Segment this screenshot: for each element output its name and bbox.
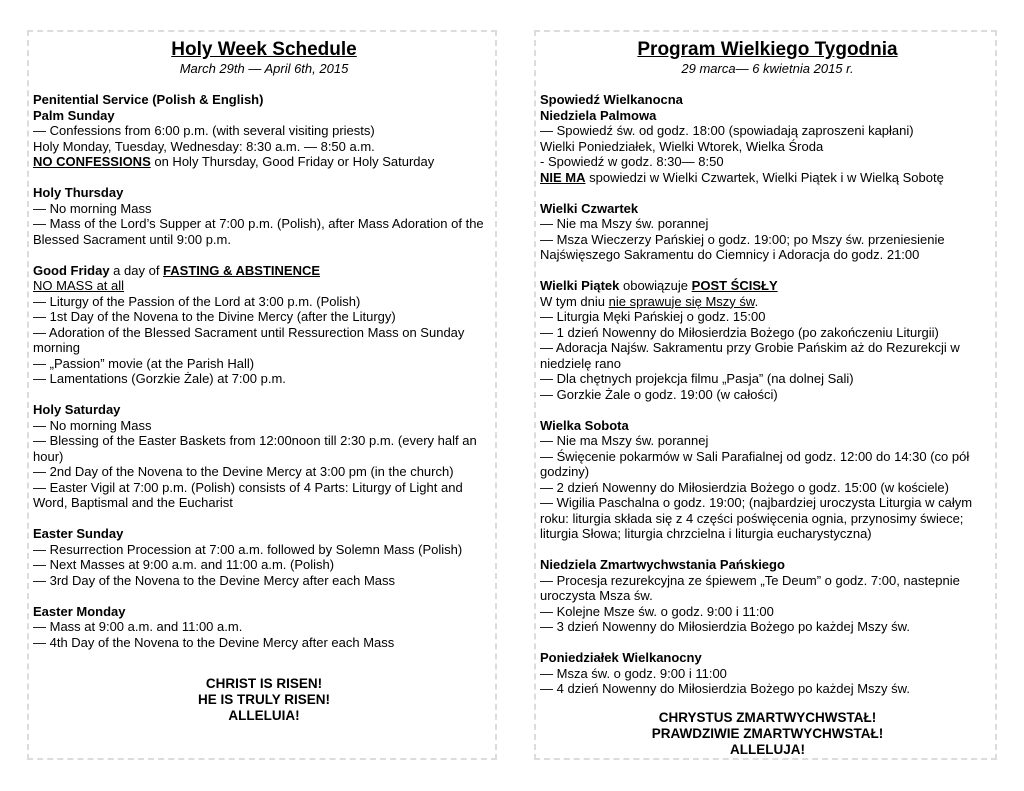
closing-line: ALLELUJA! bbox=[730, 742, 805, 757]
schedule-line bbox=[33, 557, 495, 573]
text-run: Palm Sunday bbox=[33, 107, 115, 123]
section-heading bbox=[33, 263, 495, 279]
schedule-section bbox=[33, 402, 495, 511]
schedule-section bbox=[540, 418, 995, 542]
schedule-section bbox=[540, 278, 995, 402]
text-run: — Adoracja Najśw. Sakramentu przy Grobie Pańskim aż do Rezurekcji w niedzielę rano bbox=[540, 340, 960, 371]
text-run: Niedziela Palmowa bbox=[540, 107, 657, 123]
text-run: Wielki Poniedziałek, Wielki Wtorek, Wielka Środa bbox=[540, 138, 824, 154]
schedule-line bbox=[33, 542, 495, 558]
schedule-line bbox=[540, 325, 995, 341]
schedule-line bbox=[540, 449, 995, 480]
section-heading bbox=[540, 557, 995, 573]
text-run: — Święcenie pokarmów w Sali Parafialnej od godz. 12:00 do 14:30 (co pół godziny) bbox=[540, 448, 970, 479]
schedule-section bbox=[540, 92, 995, 185]
text-run: Holy Monday, Tuesday, Wednesday: 8:30 a.m. — 8:50 a.m. bbox=[33, 138, 375, 154]
schedule-line bbox=[33, 619, 495, 635]
schedule-line bbox=[33, 433, 495, 464]
schedule-line bbox=[33, 371, 495, 387]
schedule-line bbox=[33, 139, 495, 155]
schedule-line bbox=[33, 108, 495, 124]
section-heading bbox=[540, 650, 995, 666]
text-run: a day of bbox=[109, 262, 164, 278]
text-run: — Msza Wieczerzy Pańskiej o godz. 19:00; po Mszy św. przeniesienie Najświęszego Sakramentu do Ciemnicy i Adoracja do godz. 21:00 bbox=[540, 231, 945, 262]
schedule-line bbox=[540, 480, 995, 496]
english-schedule-panel bbox=[27, 30, 497, 760]
schedule-section bbox=[33, 604, 495, 651]
text-run: — Gorzkie Żale o godz. 19:00 (w całości) bbox=[540, 386, 778, 402]
schedule-section bbox=[540, 557, 995, 635]
text-run: Easter Monday bbox=[33, 603, 126, 619]
text-run: — Next Masses at 9:00 a.m. and 11:00 a.m. (Polish) bbox=[33, 557, 335, 572]
section-heading bbox=[540, 278, 995, 294]
text-run: — Spowiedź św. od godz. 18:00 (spowiadają zaproszeni kapłani) bbox=[540, 123, 914, 138]
text-run: Easter Sunday bbox=[33, 526, 124, 541]
date-range: 29 marca— 6 kwietnia 2015 r. bbox=[681, 61, 854, 76]
schedule-line bbox=[33, 294, 495, 310]
text-run: W tym dniu bbox=[540, 293, 609, 309]
schedule-line bbox=[33, 418, 495, 434]
schedule-line bbox=[540, 216, 995, 232]
schedule-line bbox=[33, 635, 495, 651]
schedule-line bbox=[540, 170, 995, 186]
schedule-line bbox=[540, 495, 995, 542]
text-run: — Msza św. o godz. 9:00 i 11:00 bbox=[540, 665, 727, 681]
text-run: - Spowiedź w godz. 8:30— 8:50 bbox=[540, 154, 724, 169]
schedule-line bbox=[540, 154, 995, 170]
text-run: Penitential Service (Polish & English) bbox=[33, 92, 264, 107]
text-run: POST ŚCISŁY bbox=[691, 278, 778, 293]
schedule-line bbox=[540, 294, 995, 310]
text-run: FASTING & ABSTINENCE bbox=[163, 262, 321, 278]
text-run: Spowiedź Wielkanocna bbox=[540, 92, 683, 107]
schedule-line bbox=[540, 123, 995, 139]
section-heading bbox=[33, 604, 495, 620]
text-run: — Dla chętnych projekcja filmu „Pasja” (na dolnej Sali) bbox=[540, 371, 854, 386]
schedule-section bbox=[33, 263, 495, 387]
schedule-section bbox=[33, 92, 495, 170]
text-run: Poniedziałek Wielkanocny bbox=[540, 650, 702, 665]
text-run: — Resurrection Procession at 7:00 a.m. followed by Solemn Mass (Polish) bbox=[33, 541, 463, 557]
text-run: — Liturgy of the Passion of the Lord at 3:00 p.m. (Polish) bbox=[33, 293, 361, 309]
closing-line: HE IS TRULY RISEN! bbox=[197, 692, 331, 707]
schedule-line bbox=[540, 666, 995, 682]
schedule-line bbox=[33, 464, 495, 480]
text-run: — 2 dzień Nowenny do Miłosierdzia Bożego o godz. 15:00 (w kościele) bbox=[540, 479, 949, 495]
schedule-line bbox=[540, 232, 995, 263]
text-run: Holy Saturday bbox=[33, 402, 121, 417]
text-run: — 4 dzień Nowenny do Miłosierdzia Bożego po każdej Mszy św. bbox=[540, 681, 910, 696]
schedule-line bbox=[33, 309, 495, 325]
text-run: — 3 dzień Nowenny do Miłosierdzia Bożego po każdej Mszy św. bbox=[540, 619, 910, 634]
section-heading bbox=[540, 92, 995, 108]
text-run: — Nie ma Mszy św. porannej bbox=[540, 216, 709, 231]
schedule-line bbox=[540, 573, 995, 604]
text-run: — Kolejne Msze św. o godz. 9:00 i 11:00 bbox=[540, 603, 774, 619]
text-run: — No morning Mass bbox=[33, 200, 152, 216]
closing-line: CHRIST IS RISEN! bbox=[205, 676, 323, 691]
text-run: NIE MA bbox=[540, 169, 586, 185]
section-heading bbox=[33, 526, 495, 542]
text-run: — Procesja rezurekcyjna ze śpiewem „Te Deum” o godz. 7:00, nastepnie uroczysta Msza św. bbox=[540, 572, 960, 603]
text-run: Holy Thursday bbox=[33, 185, 124, 200]
schedule-line bbox=[33, 154, 495, 170]
schedule-line bbox=[540, 604, 995, 620]
text-run: — 2nd Day of the Novena to the Devine Mercy at 3:00 pm (in the church) bbox=[33, 464, 454, 479]
page-title: Holy Week Schedule bbox=[171, 39, 357, 60]
schedule-line bbox=[540, 340, 995, 371]
text-run: — 3rd Day of the Novena to the Devine Mercy after each Mass bbox=[33, 572, 396, 588]
text-run: — Confessions from 6:00 p.m. (with several visiting priests) bbox=[33, 123, 375, 138]
schedule-line bbox=[540, 619, 995, 635]
schedule-line bbox=[540, 139, 995, 155]
polish-schedule-panel bbox=[534, 30, 997, 760]
closing-line: PRAWDZIWIE ZMARTWYCHWSTAŁ! bbox=[651, 726, 884, 741]
text-run: NO MASS at all bbox=[33, 278, 125, 293]
schedule-line bbox=[540, 433, 995, 449]
text-run: — 4th Day of the Novena to the Devine Mercy after each Mass bbox=[33, 634, 395, 650]
closing-message bbox=[33, 676, 495, 724]
schedule-sections bbox=[33, 92, 495, 650]
closing-line: ALLELUIA! bbox=[228, 708, 300, 723]
text-run: Wielka Sobota bbox=[540, 417, 629, 433]
text-run: — 1st Day of the Novena to the Divine Mercy (after the Liturgy) bbox=[33, 309, 396, 324]
schedule-section bbox=[33, 185, 495, 247]
section-heading bbox=[33, 185, 495, 201]
text-run: — 1 dzień Nowenny do Miłosierdzia Bożego (po zakończeniu Liturgii) bbox=[540, 324, 939, 340]
text-run: on Holy Thursday, Good Friday or Holy Saturday bbox=[150, 154, 435, 169]
text-run: NO CONFESSIONS bbox=[33, 154, 151, 169]
closing-message bbox=[540, 710, 995, 758]
text-run: — Blessing of the Easter Baskets from 12:00noon till 2:30 p.m. (every half an hour) bbox=[33, 433, 477, 464]
text-run: Wielki Czwartek bbox=[540, 200, 639, 216]
text-run: — Adoration of the Blessed Sacrament until Ressurection Mass on Sunday morning bbox=[33, 324, 465, 355]
text-run: nie sprawuje się Mszy św bbox=[608, 293, 755, 309]
text-run: — No morning Mass bbox=[33, 417, 152, 433]
schedule-line bbox=[540, 309, 995, 325]
schedule-line bbox=[33, 356, 495, 372]
text-run: — Mass at 9:00 a.m. and 11:00 a.m. bbox=[33, 619, 243, 634]
text-run: — Wigilia Paschalna o godz. 19:00; (najbardziej uroczysta Liturgia w całym roku: liturgia składa się z 4 części poświęcenia ognia, przynosimy świece; liturgia Słowa; liturgia chrzcielna i liturgia eucharystyczna) bbox=[540, 495, 973, 541]
schedule-line bbox=[540, 387, 995, 403]
schedule-line bbox=[33, 480, 495, 511]
schedule-sections bbox=[540, 92, 995, 697]
page-title: Program Wielkiego Tygodnia bbox=[637, 39, 898, 60]
text-run: — Liturgia Męki Pańskiej o godz. 15:00 bbox=[540, 309, 766, 324]
text-run: — Lamentations (Gorzkie Żale) at 7:00 p.m. bbox=[33, 371, 286, 386]
section-heading bbox=[540, 201, 995, 217]
text-run: — Mass of the Lord’s Supper at 7:00 p.m. (Polish), after Mass Adoration of the Blessed Sacrament until 9:00 p.m. bbox=[33, 216, 484, 247]
schedule-line bbox=[540, 108, 995, 124]
schedule-line bbox=[33, 201, 495, 217]
section-heading bbox=[540, 418, 995, 434]
text-run: — Nie ma Mszy św. porannej bbox=[540, 433, 709, 448]
schedule-line bbox=[33, 325, 495, 356]
schedule-line bbox=[33, 216, 495, 247]
text-run: Good Friday bbox=[33, 262, 110, 278]
closing-line: CHRYSTUS ZMARTWYCHWSTAŁ! bbox=[658, 710, 877, 725]
schedule-section bbox=[540, 650, 995, 697]
text-run: spowiedzi w Wielki Czwartek, Wielki Piątek i w Wielką Sobotę bbox=[585, 169, 944, 185]
schedule-section bbox=[540, 201, 995, 263]
section-heading bbox=[33, 402, 495, 418]
text-run: Niedziela Zmartwychwstania Pańskiego bbox=[540, 557, 785, 572]
section-heading bbox=[33, 92, 495, 108]
text-run: Wielki Piątek bbox=[540, 278, 620, 293]
text-run: obowiązuje bbox=[619, 278, 692, 293]
schedule-line bbox=[540, 681, 995, 697]
schedule-section bbox=[33, 526, 495, 588]
text-run: . bbox=[754, 293, 759, 309]
schedule-line bbox=[33, 573, 495, 589]
text-run: — Easter Vigil at 7:00 p.m. (Polish) consists of 4 Parts: Liturgy of Light and Word, Baptismal and the Eucharist bbox=[33, 479, 463, 510]
schedule-line bbox=[33, 278, 495, 294]
schedule-line bbox=[33, 123, 495, 139]
date-range: March 29th — April 6th, 2015 bbox=[179, 61, 349, 76]
text-run: — „Passion” movie (at the Parish Hall) bbox=[33, 355, 255, 371]
schedule-line bbox=[540, 371, 995, 387]
